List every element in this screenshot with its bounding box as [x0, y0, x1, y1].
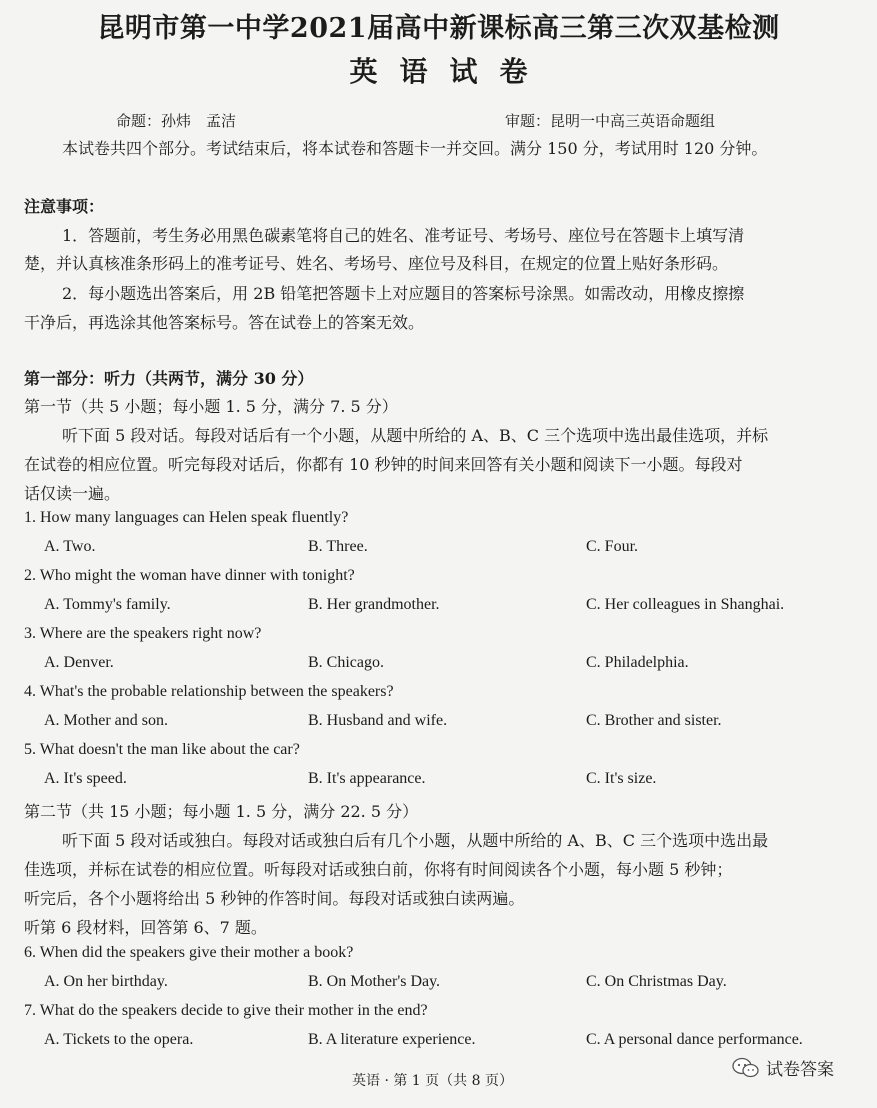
q4-option-a: A. Mother and son. — [44, 712, 168, 729]
q5-option-b: B. It's appearance. — [308, 770, 426, 787]
section1-instructions-line1: 听下面 5 段对话。每段对话后有一个小题，从题中所给的 A、B、C 三个选项中选出最佳选项，并标 — [62, 426, 769, 445]
notice-item-1-line2: 楚，并认真核准条形码上的准考证号、姓名、考场号、座位号及科目，在规定的位置上贴好条形码。 — [24, 254, 729, 273]
q1-option-c: C. Four. — [586, 538, 639, 555]
q1-option-a: A. Two. — [44, 538, 96, 555]
material-6-note: 听第 6 段材料，回答第 6、7 题。 — [24, 918, 267, 937]
section2-instructions-line2: 佳选项，并标在试卷的相应位置。听每段对话或独白前，你将有时间阅读各个小题，每小题 5 秒钟； — [24, 860, 733, 879]
q5-option-a: A. It's speed. — [44, 770, 127, 787]
q3-option-b: B. Chicago. — [308, 654, 384, 671]
exam-subject: 英语试卷 — [349, 55, 550, 88]
q4-option-b: B. Husband and wife. — [308, 712, 448, 729]
question-6: 6. When did the speakers give their mother a book? — [24, 944, 354, 961]
question-5: 5. What doesn't the man like about the car? — [24, 741, 300, 758]
section1-instructions-line3: 话仅读一遍。 — [24, 484, 121, 503]
q6-option-a: A. On her birthday. — [44, 973, 168, 990]
section1-heading: 第一节（共 5 小题；每小题 1. 5 分，满分 7. 5 分） — [24, 397, 398, 416]
notice-item-2-line1: 2．每小题选出答案后，用 2B 铅笔把答题卡上对应题目的答案标号涂黑。如需改动，用橡皮擦擦 — [62, 284, 745, 303]
q1-option-b: B. Three. — [308, 538, 368, 555]
q3-option-c: C. Philadelphia. — [586, 654, 689, 671]
question-2: 2. Who might the woman have dinner with tonight? — [24, 567, 355, 584]
watermark-text: 试卷答案 — [766, 1060, 834, 1080]
q2-option-a: A. Tommy's family. — [44, 596, 171, 613]
q6-option-b: B. On Mother's Day. — [308, 973, 441, 990]
exam-intro: 本试卷共四个部分。考试结束后，将本试卷和答题卡一并交回。满分 150 分，考试用时 120 分钟。 — [62, 139, 768, 158]
section2-instructions-line3: 听完后，各个小题将给出 5 秒钟的作答时间。每段对话或独白读两遍。 — [24, 889, 525, 908]
q5-option-c: C. It's size. — [586, 770, 657, 787]
notice-heading: 注意事项： — [24, 197, 105, 216]
question-7: 7. What do the speakers decide to give their mother in the end? — [24, 1002, 428, 1019]
page-footer: 英语 · 第 1 页（共 8 页） — [352, 1073, 513, 1089]
watermark — [732, 1055, 834, 1080]
section1-instructions-line2: 在试卷的相应位置。听完每段对话后，你都有 10 秒钟的时间来回答有关小题和阅读下一小题。每段对 — [24, 455, 743, 474]
q7-option-c: C. A personal dance performance. — [586, 1031, 803, 1048]
question-4: 4. What's the probable relationship between the speakers? — [24, 683, 394, 700]
part1-heading: 第一部分：听力（共两节，满分 30 分） — [24, 369, 314, 388]
question-3: 3. Where are the speakers right now? — [24, 625, 262, 642]
q2-option-b: B. Her grandmother. — [308, 596, 440, 613]
notice-item-1-line1: 1．答题前，考生务必用黑色碳素笔将自己的姓名、准考证号、考场号、座位号在答题卡上填写清 — [62, 226, 745, 245]
author-line: 命题：孙炜 孟洁 — [116, 112, 237, 130]
notice-item-2-line2: 干净后，再选涂其他答案标号。答在试卷上的答案无效。 — [24, 313, 425, 332]
q7-option-b: B. A literature experience. — [308, 1031, 476, 1048]
exam-title: 昆明市第一中学2021届高中新课标高三第三次双基检测 — [97, 13, 780, 44]
wechat-icon — [732, 1057, 760, 1079]
q3-option-a: A. Denver. — [44, 654, 114, 671]
q6-option-c: C. On Christmas Day. — [586, 973, 727, 990]
question-1: 1. How many languages can Helen speak fluently? — [24, 509, 349, 526]
q4-option-c: C. Brother and sister. — [586, 712, 722, 729]
reviewer-line: 审题：昆明一中高三英语命题组 — [505, 112, 716, 130]
q2-option-c: C. Her colleagues in Shanghai. — [586, 596, 785, 613]
section2-heading: 第二节（共 15 小题；每小题 1. 5 分，满分 22. 5 分） — [24, 802, 419, 821]
q7-option-a: A. Tickets to the opera. — [44, 1031, 194, 1048]
section2-instructions-line1: 听下面 5 段对话或独白。每段对话或独白后有几个小题，从题中所给的 A、B、C 三个选项中选出最 — [62, 831, 769, 850]
